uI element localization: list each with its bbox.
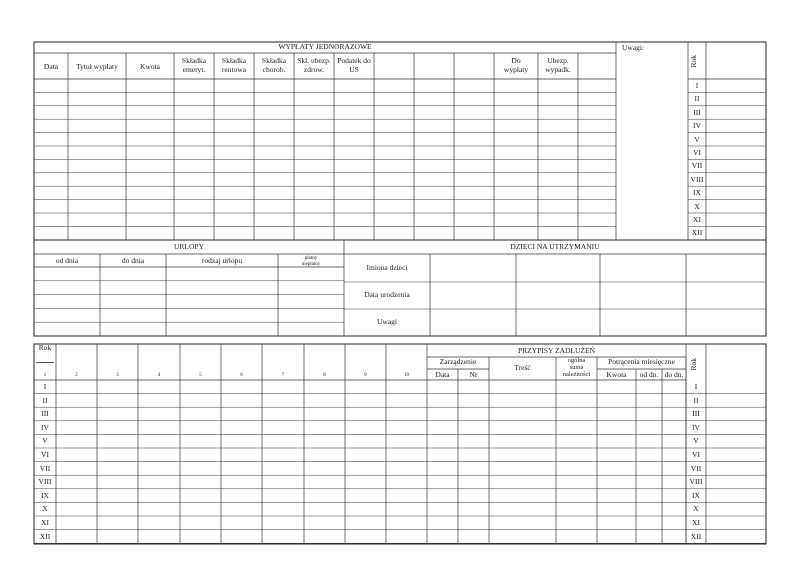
wyplaty-title: WYPŁATY JEDNORAZOWE — [278, 42, 372, 51]
top-month-label: IX — [693, 188, 701, 198]
bottom-month-label-right: V — [693, 436, 699, 446]
top-month-label: III — [693, 107, 701, 117]
tresc-header: Treść — [514, 363, 531, 372]
header-skl-ubezp-zdrow: Skł. ubezp. zdrow. — [297, 56, 331, 74]
column-number-label: 1 — [43, 373, 47, 378]
column-number-label: 10 — [404, 373, 409, 378]
column-number-label: 7 — [281, 373, 285, 378]
dzieci-uwagi-label: Uwagi — [377, 317, 397, 326]
zarzadzenie-data-header: Data — [435, 370, 450, 379]
bottom-month-label-right: II — [693, 395, 699, 405]
urlopy-header-od-dnia: od dnia — [55, 256, 79, 265]
potracenia-do-dn-header: do dn. — [664, 370, 684, 379]
top-rok-label: Rok — [688, 55, 698, 68]
header-podatek-us: Podatek do US — [337, 56, 371, 74]
dzieci-data-urodzenia-label: Data urodzenia — [364, 290, 410, 299]
column-number-label: 5 — [199, 373, 202, 378]
top-month-label: XI — [693, 215, 701, 224]
column-number-label: 3 — [116, 373, 119, 378]
dzieci-imiona-label: Imiona dzieci — [366, 263, 408, 272]
header-skladka-chorob: Składka chorob. — [261, 56, 287, 74]
header-do-wyplaty: Do wypłaty — [503, 56, 529, 74]
bottom-month-label-right: IX — [692, 490, 700, 500]
bottom-month-label-right: III — [692, 409, 700, 419]
bottom-month-label: VII — [39, 463, 51, 473]
top-month-label: I — [695, 81, 699, 90]
top-month-label: II — [694, 94, 700, 104]
potracenia-kwota-header: Kwota — [606, 370, 627, 379]
top-month-label: XII — [691, 228, 703, 238]
zarzadzenie-header: Zarządzenie — [439, 357, 477, 366]
potracenia-od-dn-header: od dn. — [639, 370, 659, 379]
bottom-month-label-right: I — [694, 382, 698, 391]
top-month-label: IV — [693, 121, 701, 131]
column-number-label: 9 — [364, 373, 367, 378]
header-tytul-wyplaty: Tytuł wypłaty — [76, 62, 118, 71]
top-month-label: V — [694, 134, 700, 144]
column-number-label: 6 — [240, 373, 243, 378]
column-number-label: 8 — [323, 373, 326, 378]
bottom-month-label: XII — [39, 531, 51, 541]
bottom-month-label: III — [41, 409, 49, 419]
bottom-month-label: II — [42, 395, 48, 405]
top-month-label: VII — [691, 161, 703, 171]
potracenia-header: Potrącenia miesięczne — [608, 357, 675, 366]
bottom-month-label: VI — [41, 450, 49, 459]
column-number-label: 2 — [75, 373, 78, 378]
top-month-label: VIII — [690, 174, 704, 184]
bottom-month-label-right: XII — [690, 531, 702, 541]
header-kwota: Kwota — [140, 62, 160, 71]
bottom-month-label-right: VII — [690, 463, 702, 473]
bottom-month-label: IV — [41, 422, 49, 432]
urlopy-header-rodzaj: rodzaj urlopu — [201, 256, 243, 265]
bottom-month-label-right: IV — [692, 422, 700, 432]
bottom-rok-underline — [36, 362, 54, 363]
zarzadzenie-nr-header: Nr — [469, 370, 478, 379]
header-data: Data — [43, 62, 59, 71]
header-ubezp-wypadk: Ubezp. wypadk. — [545, 56, 571, 74]
bottom-month-label: IX — [41, 490, 49, 500]
top-month-label: VI — [693, 148, 701, 157]
bottom-month-label: VIII — [38, 477, 52, 487]
dzieci-title: DZIECI NA UTRZYMANIU — [510, 242, 600, 251]
ogolna-suma-header: ogólna suma należności — [562, 357, 591, 378]
uwagi-label: Uwagi: — [622, 43, 645, 52]
bottom-month-label-right: XI — [692, 518, 700, 527]
urlopy-header-do-dnia: do dnia — [121, 256, 145, 265]
bottom-month-label: X — [42, 504, 48, 514]
bottom-rok-label: Rok — [38, 343, 52, 352]
urlopy-title: URLOPY — [173, 242, 204, 251]
urlopy-header-platny: płatny niepłatny — [301, 256, 321, 267]
bottom-month-label-right: X — [693, 504, 699, 514]
header-skladka-emeryt: Składka emeryt. — [181, 56, 207, 74]
bottom-month-label-right: VIII — [689, 477, 703, 487]
bottom-month-label: V — [42, 436, 48, 446]
header-skladka-rentowa: Składka rentowa — [221, 56, 247, 74]
column-number-label: 4 — [157, 373, 161, 378]
przypisy-title: PRZYPISY ZADŁUŻEŃ — [517, 346, 595, 355]
bottom-month-label: XI — [41, 518, 49, 527]
bottom-month-label: I — [43, 382, 47, 391]
top-month-label: X — [694, 201, 700, 211]
bottom-rok-right-label: Rok — [688, 358, 698, 371]
bottom-month-label-right: VI — [692, 450, 700, 459]
